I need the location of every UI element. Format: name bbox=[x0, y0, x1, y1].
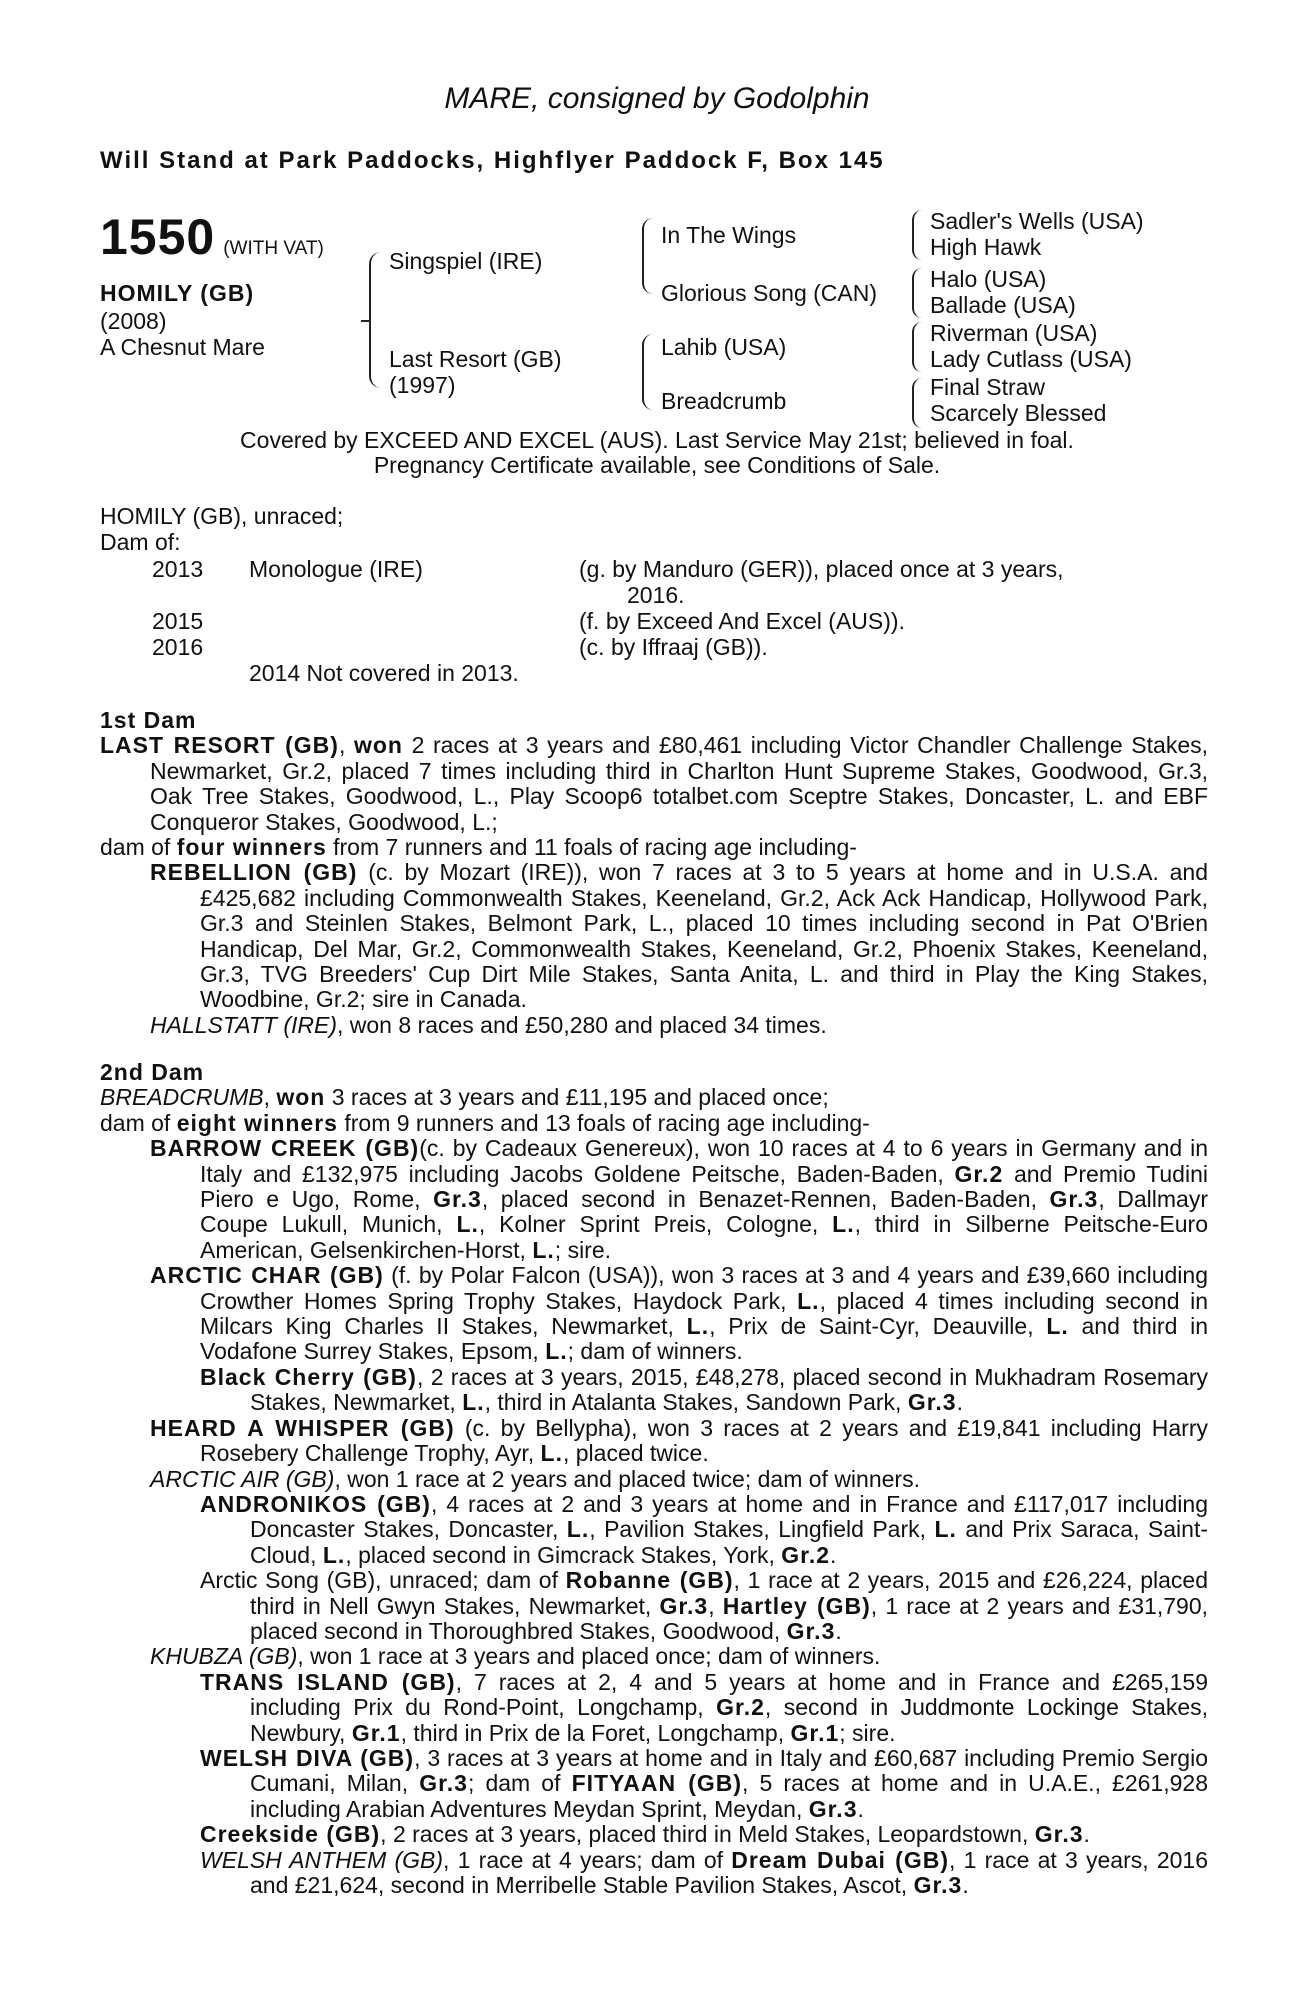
rebellion-name: REBELLION (GB) bbox=[150, 859, 358, 886]
first-dam-text: 2 races at 3 years and £80,461 including Victor Chandler Challenge Stakes, Newmarket, Gr.2, placed 7 times including third in Charlton Hunt Supreme Stakes, Goodwood, Gr.3, Oak Tree Stakes, Goodwood, L., Play Scoop6 totalbet.com Sceptre Stakes, Doncaster, L. and EBF Conqueror Stakes, Goodwood, L.; bbox=[150, 732, 1209, 835]
plain-text: . bbox=[857, 1795, 864, 1822]
rebellion-text: (c. by Mozart (IRE)), won 7 races at 3 to 5 years at home and in U.S.A. and £425,682 including Commonwealth Stakes, Keeneland, Gr.2, Ack Ack Handicap, Hollywood Park, Gr.3 and Steinlen Stakes, Belmont Park, L., placed 10 times including second in Pat O'Brien Handicap, Del Mar, Gr.2, Commonwealth Stakes, Keeneland, Gr.2, Phoenix Stakes, Keeneland, Gr.3, TVG Breeders' Cup Dirt Mile Stakes, Santa Anita, L. and third in Play the King Stakes, Woodbine, Gr.2; sire in Canada. bbox=[200, 859, 1209, 1013]
plain-text: ; sire. bbox=[839, 1719, 896, 1746]
second-dam-progeny-entry bbox=[100, 1263, 1208, 1365]
bold-text: ARCTIC CHAR (GB) bbox=[150, 1262, 384, 1289]
second-dam-progeny-entry bbox=[100, 1670, 1208, 1746]
plain-text: , Kolner Sprint Preis, Cologne, bbox=[478, 1211, 833, 1238]
second-dam-won: won bbox=[276, 1084, 326, 1111]
plain-text: , third in Silberne Peitsche-Euro American, Gelsenkirchen-Horst, bbox=[200, 1211, 1208, 1263]
second-dam-section bbox=[100, 1060, 1208, 1898]
plain-text: . bbox=[962, 1872, 969, 1898]
second-dam-entries bbox=[100, 1136, 1208, 1898]
bold-text: HEARD A WHISPER (GB) bbox=[150, 1414, 455, 1441]
pedigree-g3: Halo (USA) bbox=[930, 266, 1047, 292]
pedigree-dam: Last Resort (GB) bbox=[389, 346, 562, 372]
second-dam-progeny-entry bbox=[100, 1822, 1208, 1847]
plain-text: , 7 races at 2, 4 and 5 years at home and in France and £265,159 including Prix du Rond-Point, Longchamp, bbox=[250, 1668, 1208, 1721]
plain-text: , placed second in Gimcrack Stakes, York, bbox=[345, 1541, 782, 1568]
second-dam-progeny-entry bbox=[100, 1416, 1208, 1467]
bold-text: L. bbox=[545, 1338, 568, 1365]
plain-text: . bbox=[956, 1389, 963, 1416]
produce-note: 2014 Not covered in 2013. bbox=[249, 660, 519, 686]
bold-text: L. bbox=[832, 1211, 855, 1238]
hallstatt-text: , won 8 races and £50,280 and placed 34 times. bbox=[337, 1011, 827, 1038]
second-dam-progeny-entry bbox=[100, 1644, 1208, 1669]
plain-text: , third in Atalanta Stakes, Sandown Park, bbox=[484, 1389, 908, 1416]
bold-text: Gr.1 bbox=[790, 1719, 840, 1746]
plain-text: , 1 race at 2 years and £31,790, placed second in Thoroughbred Stakes, Goodwood, bbox=[250, 1592, 1209, 1644]
second-dam-text: 3 races at 3 years and £11,195 and placed once; bbox=[331, 1084, 829, 1111]
bold-text: Gr.3 bbox=[907, 1389, 957, 1416]
plain-text: . bbox=[830, 1541, 837, 1568]
first-dam-name: LAST RESORT (GB) bbox=[100, 732, 339, 759]
bold-text: L. bbox=[322, 1541, 346, 1568]
covered-note: Covered by EXCEED AND EXCEL (AUS). Last Service May 21st; believed in foal. bbox=[240, 427, 1074, 453]
bold-text: Gr.3 bbox=[1049, 1186, 1099, 1213]
horse-name: HOMILY (GB) bbox=[100, 280, 255, 306]
plain-text: , placed 4 times including second in Milcars King Charles II Stakes, Newmarket, bbox=[200, 1287, 1208, 1340]
second-dam-produce-line: dam of eight winners from 9 runners and 13 foals of racing age including- bbox=[100, 1109, 870, 1136]
second-dam-name: BREADCRUMB bbox=[100, 1084, 264, 1111]
bold-text: L. bbox=[462, 1389, 485, 1416]
pedigree-g6: Lady Cutlass (USA) bbox=[930, 346, 1132, 372]
bold-text: L. bbox=[566, 1516, 590, 1543]
second-dam-progeny-entry bbox=[100, 1365, 1208, 1416]
pedigree-g2: High Hawk bbox=[930, 234, 1042, 260]
plain-text: , second in Juddmonte Lockinge Stakes, Newbury, bbox=[250, 1694, 1209, 1746]
second-dam-progeny-entry bbox=[100, 1568, 1208, 1644]
bold-text: FITYAAN (GB) bbox=[571, 1770, 743, 1797]
plain-text: . bbox=[1083, 1821, 1090, 1848]
bold-text: Gr.2 bbox=[781, 1541, 831, 1568]
plain-text: , 1 race at 3 years, 2016 and £21,624, second in Merribelle Stable Pavilion Stakes, Ascot, bbox=[250, 1846, 1208, 1898]
produce-year-2015: 2015 bbox=[152, 608, 204, 634]
plain-text: , bbox=[708, 1592, 723, 1619]
plain-text: ; sire. bbox=[554, 1236, 612, 1263]
pedigree-brace-main-tip bbox=[361, 320, 371, 322]
produce-detail-2016: (c. by Iffraaj (GB)). bbox=[579, 634, 768, 660]
plain-text: , third in Prix de la Foret, Longchamp, bbox=[400, 1719, 791, 1746]
plain-text: , won 1 race at 2 years and placed twice; dam of winners. bbox=[334, 1465, 920, 1492]
produce-dam-of: Dam of: bbox=[100, 529, 181, 555]
pedigree-brace-g3 bbox=[912, 322, 922, 372]
plain-text: , 3 races at 3 years at home and in Italy and £60,687 including Premio Sergio Cumani, Milan, bbox=[250, 1744, 1208, 1797]
pedigree-dam-sire: Lahib (USA) bbox=[661, 334, 787, 360]
bold-text: Gr.3 bbox=[913, 1872, 963, 1898]
plain-text: , Pavilion Stakes, Lingfield Park, bbox=[589, 1516, 935, 1543]
plain-text: and Premio Tudini Piero e Ugo, Rome, bbox=[200, 1160, 1208, 1213]
plain-text: Arctic Song (GB), unraced; dam of bbox=[200, 1567, 566, 1594]
bold-text: L. bbox=[540, 1440, 563, 1467]
second-dam-progeny-entry bbox=[100, 1848, 1208, 1899]
second-dam-progeny-entry bbox=[100, 1136, 1208, 1263]
plain-text: ; dam of bbox=[467, 1770, 572, 1797]
bold-text: Hartley (GB) bbox=[722, 1592, 871, 1619]
pedigree-brace-dam bbox=[642, 334, 653, 410]
first-dam-produce-line: dam of four winners from 7 runners and 11 foals of racing age including- bbox=[100, 834, 857, 861]
bold-text: L. bbox=[456, 1211, 479, 1238]
bold-text: Gr.3 bbox=[659, 1592, 709, 1619]
bold-text: WELSH DIVA (GB) bbox=[200, 1744, 415, 1771]
pedigree-brace-sire bbox=[642, 218, 653, 294]
produce-year-2013: 2013 bbox=[152, 556, 204, 582]
bold-text: BARROW CREEK (GB) bbox=[150, 1135, 420, 1162]
pedigree-sire-sire: In The Wings bbox=[661, 222, 797, 248]
plain-text: , placed twice. bbox=[562, 1440, 709, 1467]
bold-text: L. bbox=[934, 1516, 957, 1543]
lot-number-value: 1550 bbox=[100, 209, 216, 265]
bold-text: Gr.3 bbox=[808, 1795, 858, 1822]
second-dam-progeny-entry bbox=[100, 1467, 1208, 1492]
second-dam-summary: BREADCRUMB, won 3 races at 3 years and £11,195 and placed once; bbox=[100, 1084, 829, 1111]
produce-detail-2015: (f. by Exceed And Excel (AUS)). bbox=[579, 608, 905, 634]
bold-text: L. bbox=[686, 1313, 710, 1340]
plain-text: , 1 race at 4 years; dam of bbox=[443, 1846, 732, 1873]
produce-detail-2013: (g. by Manduro (GER)), placed once at 3 years, bbox=[579, 556, 1064, 582]
plain-text: , placed second in Benazet-Rennen, Baden-Baden, bbox=[481, 1186, 1050, 1213]
second-dam-winners: eight winners bbox=[176, 1109, 338, 1136]
pregnancy-note: Pregnancy Certificate available, see Conditions of Sale. bbox=[373, 452, 941, 478]
second-dam-progeny-entry bbox=[100, 1746, 1208, 1822]
catalogue-title: MARE, consigned by Godolphin bbox=[444, 82, 870, 115]
produce-name-2013: Monologue (IRE) bbox=[249, 556, 423, 582]
italic-text: ARCTIC AIR (GB) bbox=[150, 1465, 335, 1492]
rebellion-entry bbox=[100, 860, 1208, 1012]
bold-text: Black Cherry (GB) bbox=[200, 1363, 417, 1390]
horse-year: (2008) bbox=[100, 308, 167, 334]
bold-text: Gr.3 bbox=[433, 1186, 482, 1213]
pedigree-sire: Singspiel (IRE) bbox=[389, 248, 543, 274]
pedigree-brace-g1 bbox=[912, 210, 922, 260]
plain-text: . bbox=[835, 1617, 842, 1644]
bold-text: Dream Dubai (GB) bbox=[731, 1846, 949, 1873]
bold-text: L. bbox=[1046, 1313, 1069, 1340]
bold-text: L. bbox=[532, 1236, 555, 1263]
bold-text: Robanne (GB) bbox=[565, 1567, 734, 1594]
first-dam-winners: four winners bbox=[176, 834, 327, 861]
second-dam-heading: 2nd Dam bbox=[100, 1059, 205, 1085]
pedigree-sire-dam: Glorious Song (CAN) bbox=[661, 280, 878, 306]
plain-text: , won 1 race at 3 years and placed once; dam of winners. bbox=[297, 1643, 881, 1670]
bold-text: Gr.2 bbox=[716, 1694, 765, 1721]
italic-text: WELSH ANTHEM (GB) bbox=[200, 1846, 444, 1873]
horse-description: A Chesnut Mare bbox=[100, 334, 265, 360]
produce-intro: HOMILY (GB), unraced; bbox=[100, 503, 344, 529]
pedigree-brace-g4 bbox=[912, 378, 922, 428]
pedigree-g4: Ballade (USA) bbox=[930, 292, 1076, 318]
lot-number bbox=[100, 208, 324, 266]
plain-text: (c. by Bellypha), won 3 races at 2 years and £19,841 including Harry Rosebery Challenge Trophy, Ayr, bbox=[200, 1414, 1208, 1467]
first-dam-summary: LAST RESORT (GB), won 2 races at 3 years and £80,461 including Victor Chandler Challenge Stakes, Newmarket, Gr.2, placed 7 times including third in Charlton Hunt Supreme Stakes, Goodwood, Gr.3, Oak Tree Stakes, Goodwood, L., Play Scoop6 totalbet.com Sceptre Stakes, Doncaster, L. and EBF Conqueror Stakes, Goodwood, L.; bbox=[100, 732, 1209, 835]
bold-text: Gr.3 bbox=[419, 1770, 468, 1797]
plain-text: , Dallmayr Coupe Lukull, Munich, bbox=[200, 1186, 1208, 1238]
first-dam-won: won bbox=[353, 732, 403, 759]
pedigree-g7: Final Straw bbox=[930, 374, 1046, 400]
pedigree-g5: Riverman (USA) bbox=[930, 320, 1098, 346]
first-dam-section bbox=[100, 708, 1208, 1038]
bold-text: Gr.3 bbox=[786, 1617, 836, 1644]
stand-location: Will Stand at Park Paddocks, Highflyer Paddock F, Box 145 bbox=[100, 147, 885, 174]
plain-text: ; dam of winners. bbox=[567, 1338, 743, 1365]
produce-detail-2013-cont: 2016. bbox=[627, 582, 685, 608]
plain-text: , 1 race at 2 years, 2015 and £26,224, placed third in Nell Gwyn Stakes, Newmarket, bbox=[250, 1567, 1208, 1619]
pedigree-brace-g2 bbox=[912, 268, 922, 318]
plain-text: and third in Vodafone Surrey Stakes, Epsom, bbox=[200, 1313, 1208, 1365]
plain-text: , 4 races at 2 and 3 years at home and in France and £117,017 including Doncaster Stakes, Doncaster, bbox=[250, 1490, 1208, 1543]
bold-text: Gr.2 bbox=[954, 1160, 1004, 1187]
plain-text: , 2 races at 3 years, 2015, £48,278, placed second in Mukhadram Rosemary Stakes, Newmarket, bbox=[250, 1363, 1208, 1416]
bold-text: Creekside (GB) bbox=[200, 1821, 381, 1848]
pedigree-g1: Sadler's Wells (USA) bbox=[930, 208, 1144, 234]
plain-text: , 2 races at 3 years, placed third in Meld Stakes, Leopardstown, bbox=[380, 1821, 1035, 1848]
vat-note: (WITH VAT) bbox=[223, 238, 324, 259]
plain-text: (f. by Polar Falcon (USA)), won 3 races at 3 and 4 years and £39,660 including Crowther Homes Spring Trophy Stakes, Haydock Park, bbox=[200, 1262, 1208, 1314]
plain-text: , 5 races at home and in U.A.E., £261,928 including Arabian Adventures Meydan Sprint, Meydan, bbox=[250, 1770, 1208, 1822]
bold-text: ANDRONIKOS (GB) bbox=[200, 1490, 431, 1517]
pedigree-dam-year: (1997) bbox=[389, 372, 456, 398]
hallstatt-name: HALLSTATT (IRE) bbox=[150, 1011, 337, 1038]
plain-text: and Prix Saraca, Saint-Cloud, bbox=[250, 1516, 1208, 1568]
bold-text: Gr.3 bbox=[1034, 1821, 1084, 1848]
plain-text: (c. by Cadeaux Genereux), won 10 races at 4 to 6 years in Germany and in Italy and £132,975 including Jacobs Goldene Peitsche, Baden-Baden, bbox=[200, 1135, 1208, 1187]
pedigree-dam-dam: Breadcrumb bbox=[661, 388, 787, 414]
bold-text: TRANS ISLAND (GB) bbox=[200, 1668, 456, 1695]
produce-year-2016: 2016 bbox=[152, 634, 204, 660]
second-dam-progeny-entry bbox=[100, 1492, 1208, 1568]
bold-text: L. bbox=[797, 1287, 820, 1314]
first-dam-heading: 1st Dam bbox=[100, 707, 197, 733]
hallstatt-entry bbox=[100, 1013, 1208, 1038]
plain-text: , Prix de Saint-Cyr, Deauville, bbox=[709, 1313, 1047, 1340]
bold-text: Gr.1 bbox=[351, 1719, 401, 1746]
italic-text: KHUBZA (GB) bbox=[150, 1643, 298, 1670]
pedigree-g8: Scarcely Blessed bbox=[930, 400, 1107, 426]
